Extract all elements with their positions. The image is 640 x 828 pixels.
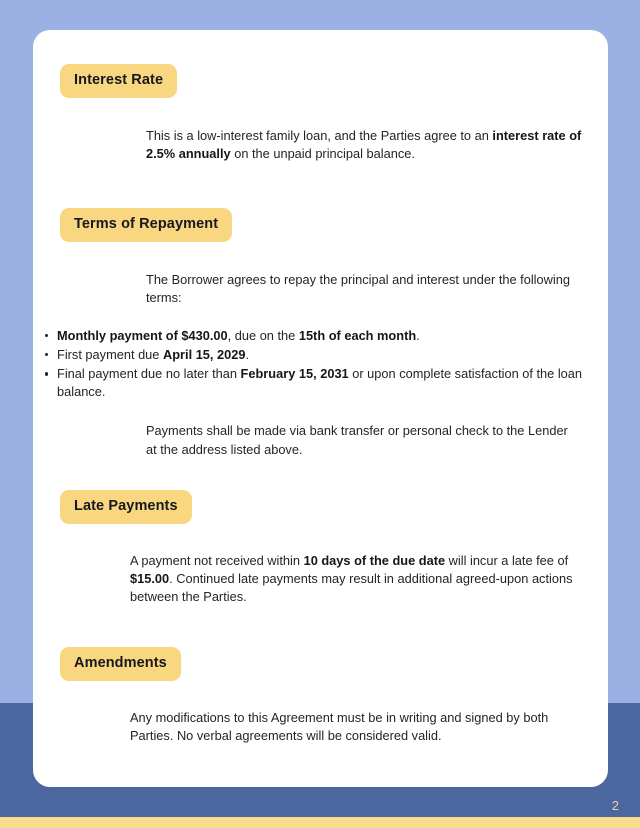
section-paragraph: The Borrower agrees to repay the principal and interest under the following terms:	[146, 271, 570, 305]
section-heading-badge: Amendments	[60, 647, 181, 681]
repayment-terms-list	[33, 327, 608, 402]
list-item: Monthly payment of $430.00, due on the 15th of each month.	[33, 327, 608, 345]
section-interest-rate	[33, 64, 608, 163]
section-paragraph: Any modifications to this Agreement must be in writing and signed by both Parties. No verbal agreements will be considered valid.	[130, 709, 549, 743]
bottom-accent-strip	[0, 817, 640, 828]
section-paragraph-after: Payments shall be made via bank transfer or personal check to the Lender at the address listed above.	[146, 423, 568, 457]
section-heading-badge: Late Payments	[60, 490, 192, 524]
section-paragraph: This is a low-interest family loan, and the Parties agree to an interest rate of 2.5% annually on the unpaid principal balance.	[146, 127, 582, 161]
section-heading-badge: Terms of Repayment	[60, 208, 232, 242]
section-late-payments	[33, 490, 608, 606]
section-heading-badge: Interest Rate	[60, 64, 177, 98]
section-paragraph: A payment not received within 10 days of the due date will incur a late fee of $15.00. Continued late payments may result in additional agreed-upon actions between the Parties.	[130, 552, 573, 604]
section-terms-of-repayment	[33, 208, 608, 459]
list-item: First payment due April 15, 2029.	[33, 346, 608, 364]
page-number: 2	[611, 798, 619, 813]
section-amendments	[33, 647, 608, 745]
list-item: Final payment due no later than February 15, 2031 or upon complete satisfaction of the loan balance.	[33, 365, 608, 401]
document-card	[33, 30, 608, 787]
